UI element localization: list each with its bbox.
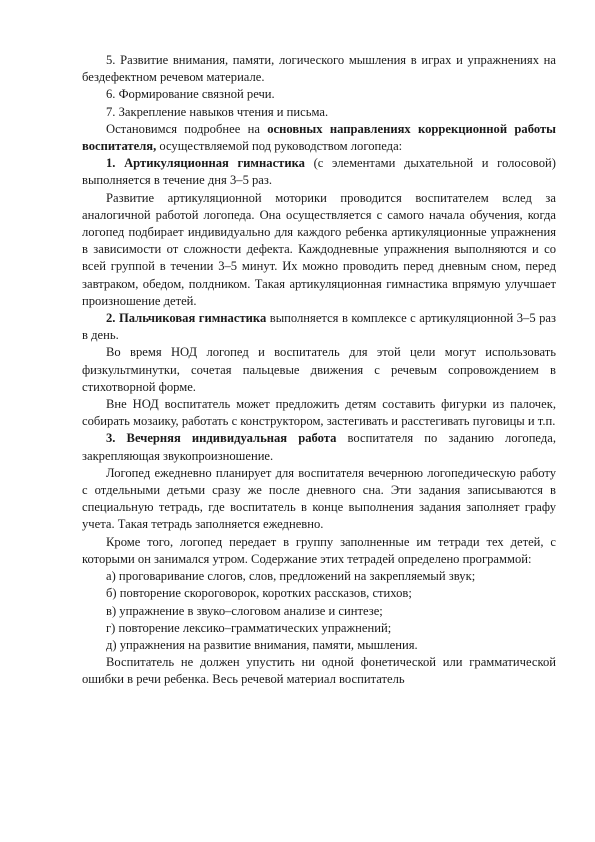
section-1-tail: (с элементами дыхательной и голосовой) выполняется в течение дня 3–5 раз.	[82, 156, 556, 188]
intro-lead: Остановимся подробнее на	[106, 121, 268, 136]
section-2-title: 2. Пальчиковая гимнастика	[106, 311, 267, 326]
intro-bold: основных направлениях коррекционной работы воспитателя,	[82, 121, 556, 154]
section-3-tail: воспитателя по заданию логопеда, закрепляющая звукопроизношение.	[82, 431, 557, 463]
section-3-body-2: Кроме того, логопед передает в группу заполненные им тетради тех детей, с которыми он занимался утром. Содержание этих тетрадей определено программой:	[82, 534, 556, 566]
program-item-c: в) упражнение в звуко–слоговом анализе и синтезе;	[106, 603, 383, 618]
list-item-7: 7. Закрепление навыков чтения и письма.	[106, 104, 329, 119]
section-2-body-1: Во время НОД логопед и воспитатель для этой цели могут использовать физкультминутки, сочетая пальцевые движения с речевым сопровождением в стихотворной форме.	[82, 345, 556, 394]
list-item-5: 5. Развитие внимания, памяти, логического мышления в играх и упражнениях на бездефектном речевом материале.	[82, 53, 556, 85]
intro-tail: осуществляемой под руководством логопеда:	[156, 139, 403, 154]
program-item-d: г) повторение лексико–грамматических упражнений;	[106, 620, 392, 635]
list-item-6: 6. Формирование связной речи.	[106, 87, 275, 102]
section-3-body-1: Логопед ежедневно планирует для воспитателя вечернюю логопедическую работу с отдельными детьми сразу же после дневного сна. Эти задания записываются в специальную тетрадь, где воспитатель в конце выполнения задания заполняет графу учета. Такая тетрадь заполняется ежедневно.	[82, 465, 556, 532]
section-3-title: 3. Вечерняя индивидуальная работа	[106, 431, 337, 446]
section-1-title: 1. Артикуляционная гимнастика	[106, 156, 305, 171]
section-2-body-2: Вне НОД воспитатель может предложить детям составить фигурки из палочек, собирать мозаику, работать с конструктором, застегивать и расстегивать пуговицы и т.п.	[82, 397, 556, 429]
section-1-body: Развитие артикуляционной моторики проводится воспитателем вслед за аналогичной работой логопеда. Она осуществляется с самого начала обучения, когда логопед подбирает индивидуально для каждого ребенка артикуляционные упражнения в зависимости от сложности дефекта. Каждодневные упражнения выполняются и со всей группой в течении 3–5 минут. Их можно проводить перед дневным сном, перед завтраком, обедом, полдником. Такая артикуляционная гимнастика впрямую улучшает произношение детей.	[82, 190, 556, 308]
program-item-b: б) повторение скороговорок, коротких рассказов, стихов;	[106, 586, 412, 601]
intro-paragraph	[82, 121, 556, 155]
document-page	[82, 52, 556, 689]
program-item-a: а) проговаривание слогов, слов, предложений на закрепляемый звук;	[106, 569, 476, 584]
program-item-e: д) упражнения на развитие внимания, памяти, мышления.	[106, 637, 418, 652]
section-3-heading	[82, 430, 556, 464]
section-1-heading	[82, 155, 556, 189]
closing-paragraph: Воспитатель не должен упустить ни одной фонетической или грамматической ошибки в речи ребенка. Весь речевой материал воспитатель	[82, 655, 556, 687]
section-2-tail: выполняется в комплексе с артикуляционной 3–5 раз в день.	[82, 311, 556, 343]
section-2-heading	[82, 310, 556, 344]
